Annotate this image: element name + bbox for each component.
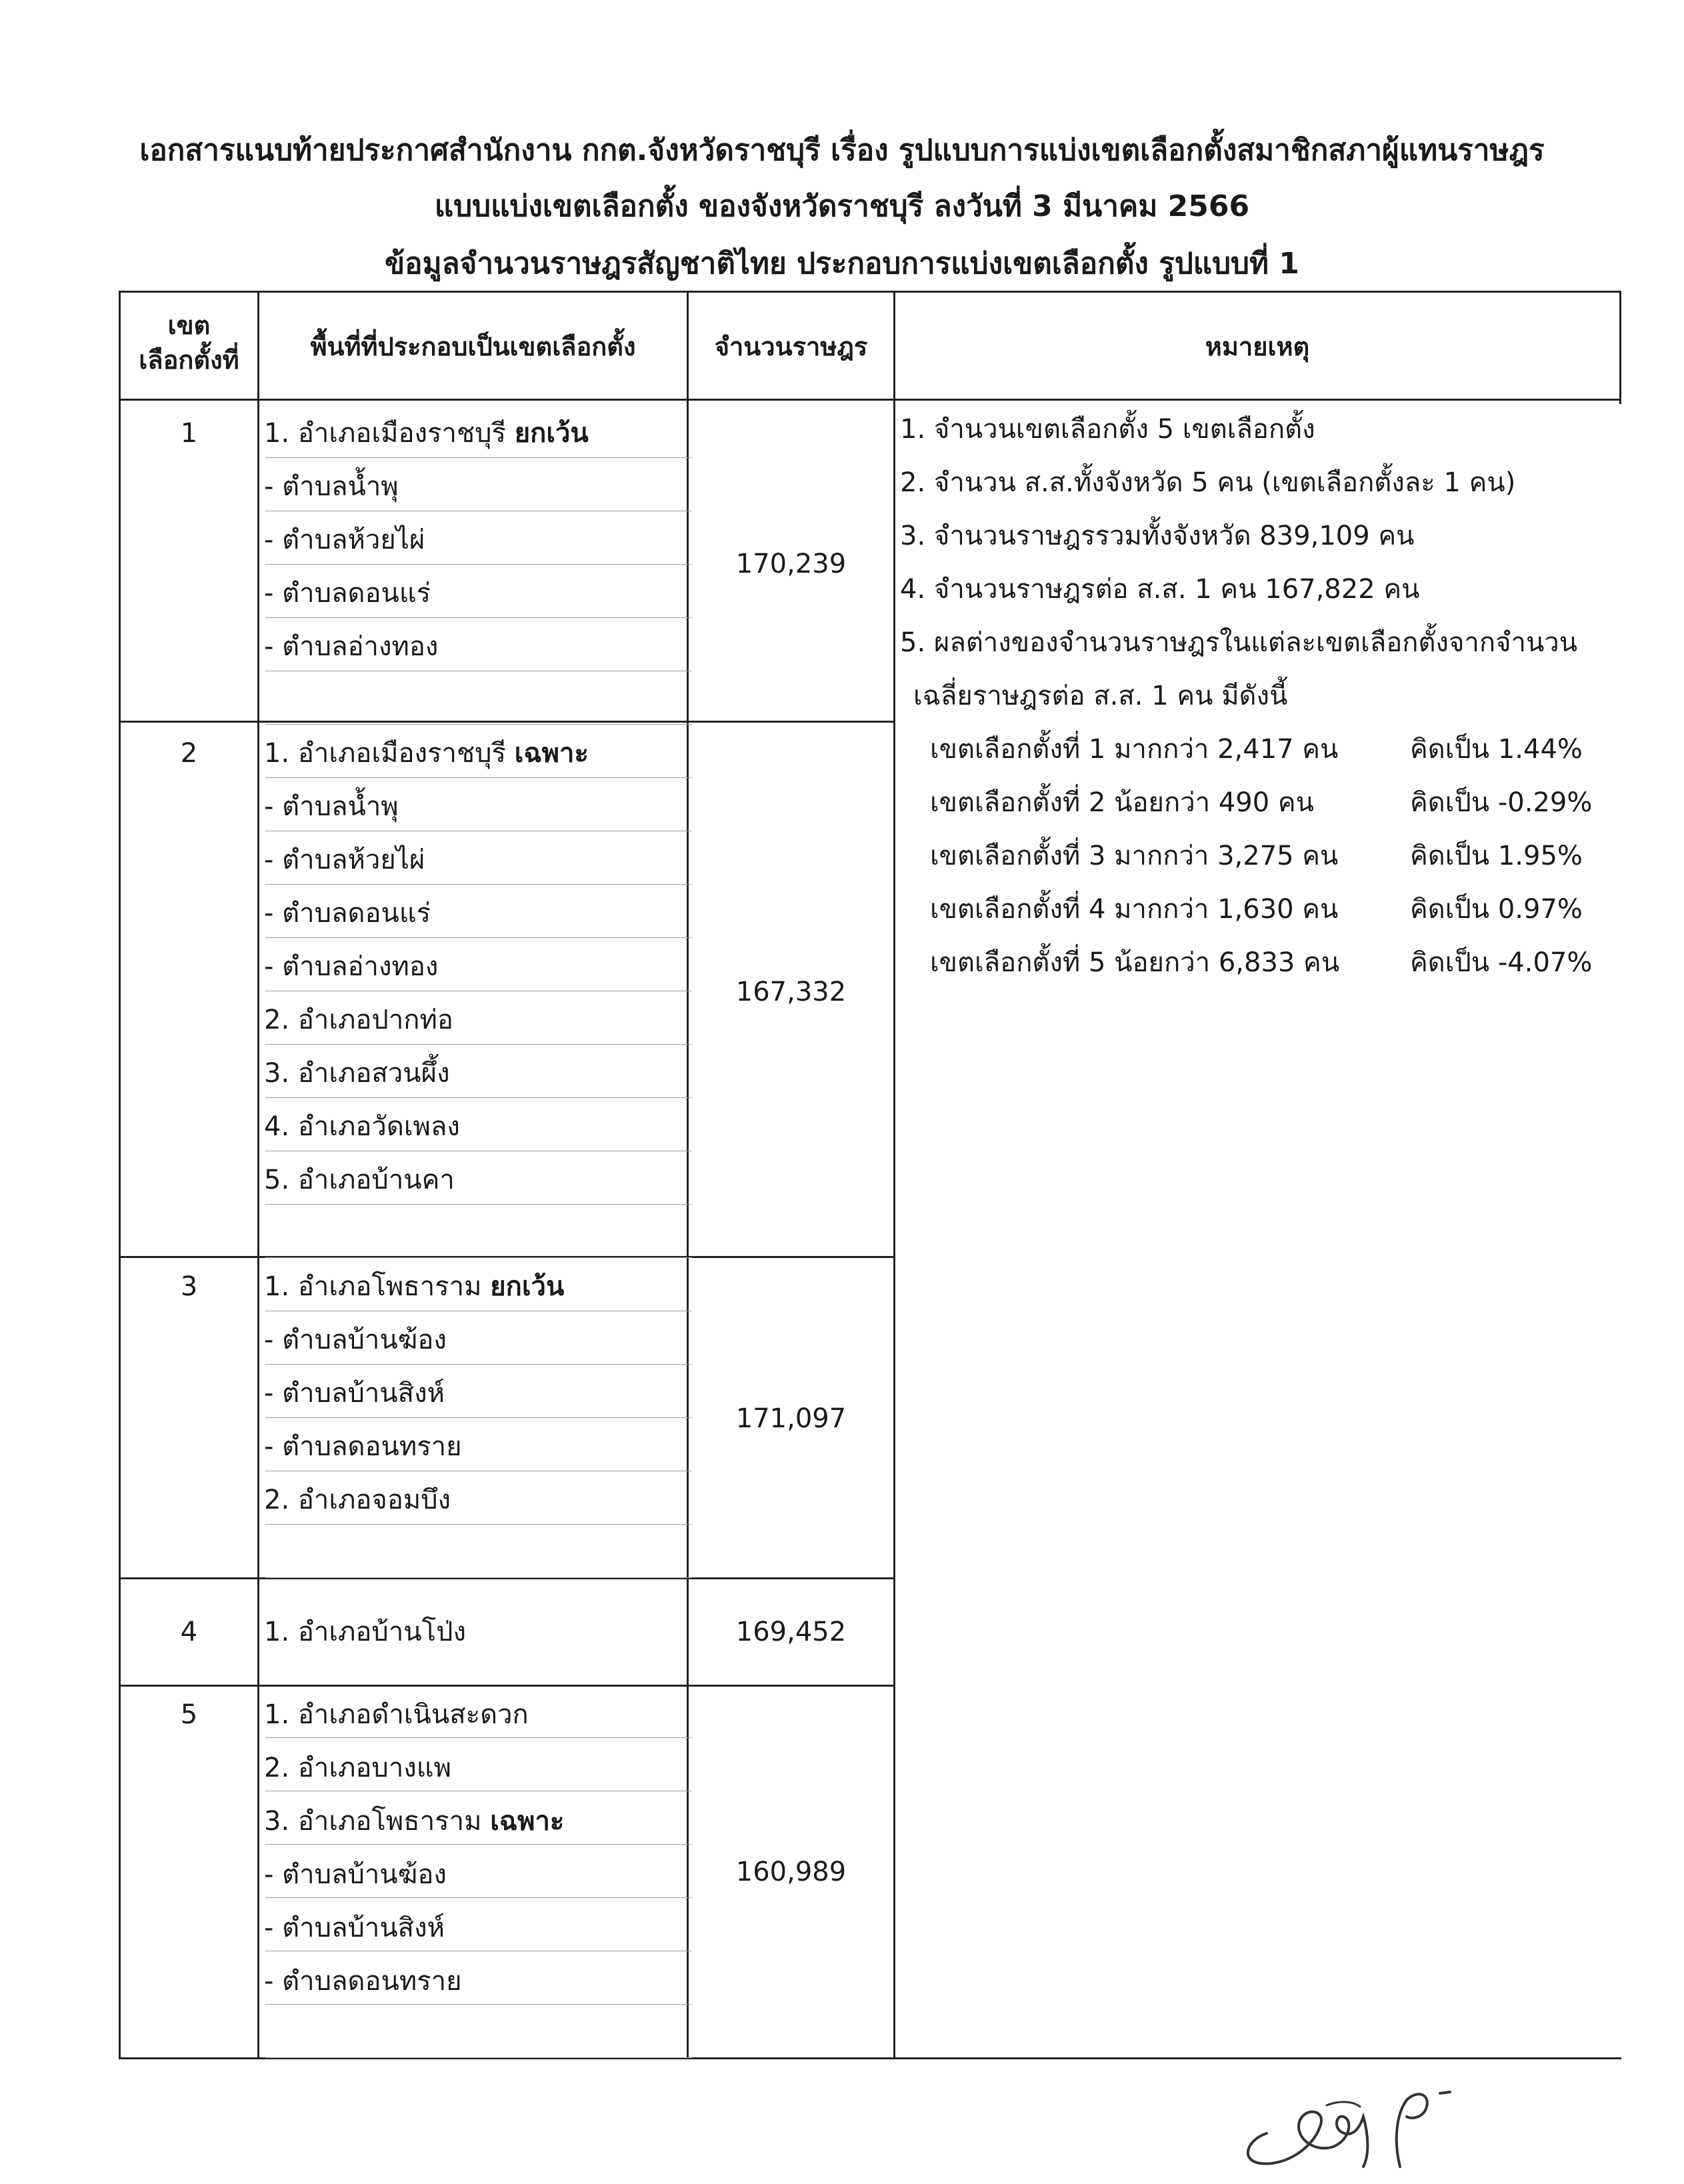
- area-item: - ตำบลดอนทราย: [264, 1966, 462, 1997]
- row-guide-line: [265, 2057, 692, 2058]
- area-item: 2. อำเภอจอมบึง: [264, 1485, 451, 1515]
- area-item: - ตำบลดอนทราย: [264, 1431, 462, 1462]
- area-item: 3. อำเภอสวนผึ้ง: [264, 1058, 450, 1089]
- diff-percent: คิดเป็น -4.07%: [1410, 947, 1593, 978]
- table-header-rule: [119, 399, 1621, 401]
- remark-line: 1. จำนวนเขตเลือกตั้ง 5 เขตเลือกตั้ง: [900, 414, 1315, 445]
- table-top-rule: [119, 291, 1621, 293]
- area-item: - ตำบลบ้านสิงห์: [264, 1378, 445, 1409]
- area-item: - ตำบลห้วยไผ่: [264, 845, 425, 875]
- area-item: 3. อำเภอโพธาราม เฉพาะ: [264, 1806, 565, 1837]
- population-value: 167,332: [735, 977, 847, 1007]
- district-number: 4: [180, 1617, 198, 1647]
- diff-percent: คิดเป็น 0.97%: [1410, 894, 1583, 925]
- remark-line: 3. จำนวนราษฎรรวมทั้งจังหวัด 839,109 คน: [900, 521, 1415, 551]
- diff-label: เขตเลือกตั้งที่ 3 มากกว่า 3,275 คน: [930, 841, 1339, 871]
- row-guide-line: [265, 617, 692, 618]
- area-item: - ตำบลน้ำพุ: [264, 471, 399, 502]
- population-value: 170,239: [735, 549, 847, 579]
- col-divider-area: [257, 291, 259, 2059]
- district-number: 2: [180, 738, 198, 769]
- row-separator: [119, 721, 895, 723]
- table-right-rule: [1619, 291, 1621, 404]
- header-population: จำนวนราษฎร: [714, 332, 868, 361]
- row-guide-line: [265, 1257, 692, 1258]
- row-guide-line: [265, 1577, 692, 1578]
- population-value: 171,097: [735, 1403, 847, 1434]
- area-item: 2. อำเภอปากท่อ: [264, 1005, 453, 1035]
- district-number: 5: [180, 1699, 198, 1730]
- area-item: 1. อำเภอดำเนินสะดวก: [264, 1699, 529, 1730]
- row-guide-line: [265, 1417, 692, 1418]
- remark-line: 5. ผลต่างของจำนวนราษฎรในแต่ละเขตเลือกตั้งจากจำนวน: [900, 627, 1578, 658]
- area-item: - ตำบลดอนแร่: [264, 578, 431, 609]
- row-guide-line: [265, 1897, 692, 1898]
- diff-percent: คิดเป็น -0.29%: [1410, 787, 1593, 818]
- header-district-line1: เขต: [167, 311, 211, 340]
- row-guide-line: [265, 777, 692, 778]
- diff-label: เขตเลือกตั้งที่ 1 มากกว่า 2,417 คน: [930, 734, 1339, 765]
- district-number: 1: [180, 418, 198, 449]
- row-guide-line: [265, 564, 692, 565]
- remark-line: เฉลี่ยราษฎรต่อ ส.ส. 1 คน มีดังนี้: [913, 681, 1288, 711]
- area-item: - ตำบลห้วยไผ่: [264, 525, 425, 555]
- remark-line: 4. จำนวนราษฎรต่อ ส.ส. 1 คน 167,822 คน: [900, 574, 1420, 605]
- row-guide-line: [265, 1737, 692, 1738]
- area-item: 1. อำเภอบ้านโป่ง: [264, 1617, 467, 1647]
- header-area: พื้นที่ที่ประกอบเป็นเขตเลือกตั้ง: [310, 332, 636, 361]
- diff-label: เขตเลือกตั้งที่ 5 น้อยกว่า 6,833 คน: [930, 947, 1340, 978]
- header-district-line2: เลือกตั้งที่: [139, 345, 239, 375]
- col-divider-remarks: [893, 291, 895, 2059]
- area-item: - ตำบลบ้านฆ้อง: [264, 1325, 447, 1355]
- population-value: 169,452: [735, 1617, 847, 1647]
- area-item: 2. อำเภอบางแพ: [264, 1753, 451, 1783]
- area-item: 4. อำเภอวัดเพลง: [264, 1111, 460, 1142]
- doc-title-line3: ข้อมูลจำนวนราษฎรสัญชาติไทย ประกอบการแบ่งเขตเลือกตั้ง รูปแบบที่ 1: [385, 247, 1299, 281]
- row-guide-line: [265, 2004, 692, 2005]
- row-guide-line: [265, 937, 692, 938]
- area-item: 1. อำเภอเมืองราชบุรี ยกเว้น: [264, 418, 589, 449]
- signature-image: [1227, 2053, 1507, 2180]
- area-item: - ตำบลอ่างทอง: [264, 951, 439, 982]
- row-guide-line: [265, 884, 692, 885]
- population-value: 160,989: [735, 1857, 847, 1887]
- row-guide-line: [265, 1524, 692, 1525]
- area-item: - ตำบลน้ำพุ: [264, 791, 399, 822]
- area-item: - ตำบลอ่างทอง: [264, 631, 439, 662]
- table-left-rule: [119, 291, 121, 2059]
- area-item: - ตำบลดอนแร่: [264, 898, 431, 929]
- doc-title-line2: แบบแบ่งเขตเลือกตั้ง ของจังหวัดราชบุรี ลงวันที่ 3 มีนาคม 2566: [434, 189, 1250, 223]
- row-separator: [119, 1685, 895, 1687]
- row-guide-line: [265, 724, 692, 725]
- area-item: 1. อำเภอโพธาราม ยกเว้น: [264, 1271, 565, 1302]
- header-district: [121, 308, 257, 377]
- row-guide-line: [265, 1844, 692, 1845]
- row-guide-line: [265, 457, 692, 458]
- area-item: 5. อำเภอบ้านคา: [264, 1165, 455, 1195]
- remark-line: 2. จำนวน ส.ส.ทั้งจังหวัด 5 คน (เขตเลือกตั้งละ 1 คน): [900, 467, 1516, 498]
- diff-label: เขตเลือกตั้งที่ 4 มากกว่า 1,630 คน: [930, 894, 1339, 925]
- diff-percent: คิดเป็น 1.44%: [1410, 734, 1583, 765]
- area-item: 1. อำเภอเมืองราชบุรี เฉพาะ: [264, 738, 589, 769]
- district-number: 3: [180, 1271, 198, 1302]
- row-guide-line: [265, 1044, 692, 1045]
- area-item: - ตำบลบ้านสิงห์: [264, 1913, 445, 1943]
- doc-title-line1: เอกสารแนบท้ายประกาศสำนักงาน กกต.จังหวัดราชบุรี เรื่อง รูปแบบการแบ่งเขตเลือกตั้งสมาชิกสภาผู้แทนราษฎร: [139, 133, 1545, 167]
- row-guide-line: [265, 1364, 692, 1365]
- area-item: - ตำบลบ้านฆ้อง: [264, 1859, 447, 1890]
- row-guide-line: [265, 1204, 692, 1205]
- header-remarks: หมายเหตุ: [1205, 332, 1310, 361]
- diff-percent: คิดเป็น 1.95%: [1410, 841, 1583, 871]
- diff-label: เขตเลือกตั้งที่ 2 น้อยกว่า 490 คน: [930, 787, 1314, 818]
- row-guide-line: [265, 1097, 692, 1098]
